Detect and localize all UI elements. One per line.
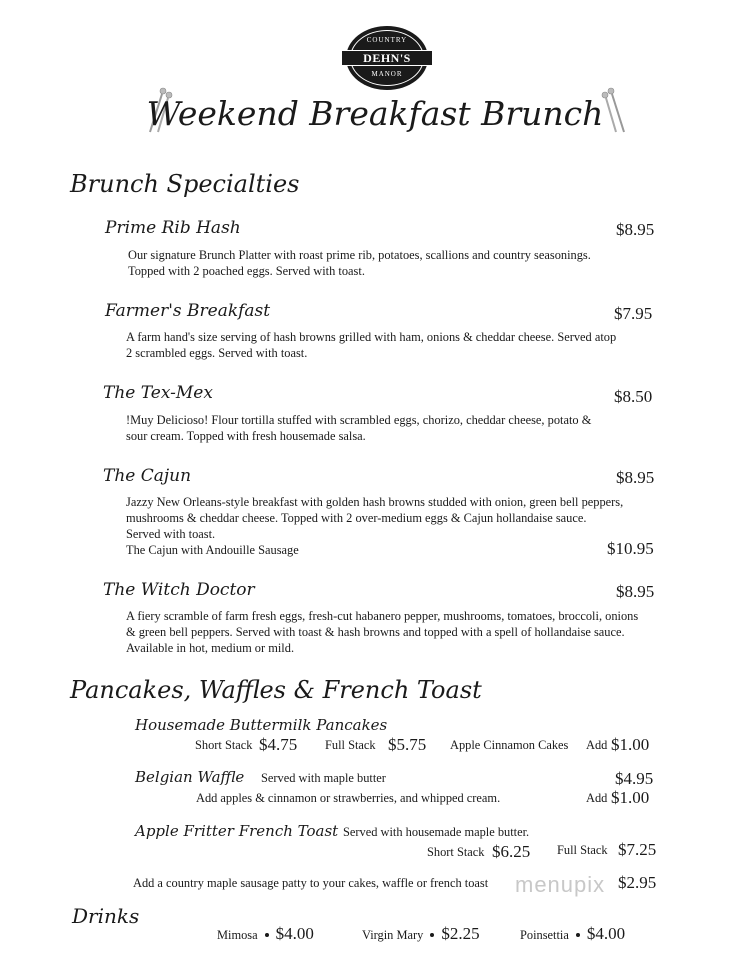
- french-toast-served: Served with housemade maple butter.: [343, 825, 530, 839]
- item-desc-line: Available in hot, medium or mild.: [126, 641, 295, 655]
- item-price-farmers-breakfast: $7.95: [614, 304, 653, 323]
- french-short-stack-label: Short Stack: [427, 845, 485, 859]
- item-desc-line: Topped with 2 poached eggs. Served with toast.: [128, 264, 365, 278]
- apple-cinnamon-label: Apple Cinnamon Cakes: [450, 738, 569, 752]
- apple-add-label: Add: [586, 738, 608, 752]
- french-short-stack-price: $6.25: [492, 842, 531, 861]
- short-stack-label: Short Stack: [195, 738, 253, 752]
- french-full-stack-price: $7.25: [618, 840, 657, 859]
- item-desc-line: Our signature Brunch Platter with roast prime rib, potatoes, scallions and country seasonings.: [128, 248, 591, 262]
- bullet-icon: [265, 933, 269, 937]
- drink-price: $2.25: [441, 924, 480, 943]
- item-name-witch-doctor: The Witch Doctor: [103, 580, 255, 600]
- section-title-brunch: Brunch Specialties: [70, 170, 300, 198]
- waffle-add-desc: Add apples & cinnamon or strawberries, and whipped cream.: [196, 791, 501, 805]
- item-price-prime-rib-hash: $8.95: [616, 220, 655, 239]
- drink-name: Virgin Mary: [362, 928, 424, 942]
- section-title-drinks: Drinks: [72, 904, 140, 928]
- sausage-addon-price: $2.95: [618, 873, 657, 892]
- drink-name: Mimosa: [217, 928, 258, 942]
- section-title-pancakes: Pancakes, Waffles & French Toast: [70, 676, 482, 704]
- item-name-buttermilk-pancakes: Housemade Buttermilk Pancakes: [135, 716, 388, 734]
- item-price-cajun: $8.95: [616, 468, 655, 487]
- full-stack-label: Full Stack: [325, 738, 376, 752]
- apple-add-price: $1.00: [611, 735, 650, 754]
- item-extra-label: The Cajun with Andouille Sausage: [126, 543, 299, 557]
- sausage-addon-text: Add a country maple sausage patty to your cakes, waffle or french toast: [133, 876, 489, 890]
- item-name-belgian-waffle: Belgian Waffle: [135, 768, 245, 786]
- drink-poinsettia: [520, 924, 625, 944]
- item-desc-line: 2 scrambled eggs. Served with toast.: [126, 346, 308, 360]
- item-name-farmers-breakfast: Farmer's Breakfast: [105, 301, 271, 321]
- logo-name: DEHN'S: [363, 51, 411, 65]
- waffle-add-price: $1.00: [611, 788, 650, 807]
- item-price-tex-mex: $8.50: [614, 387, 653, 406]
- item-desc-line: A farm hand's size serving of hash browns grilled with ham, onions & cheddar cheese. Served atop: [126, 330, 617, 344]
- item-desc-line: Jazzy New Orleans-style breakfast with golden hash browns studded with onion, green bell peppers,: [126, 495, 624, 509]
- item-desc-line: Served with toast.: [126, 527, 216, 541]
- item-name-cajun: The Cajun: [103, 466, 192, 486]
- item-extra-price: $10.95: [607, 539, 654, 558]
- bullet-icon: [576, 933, 580, 937]
- menupix-watermark: menupix: [515, 872, 606, 897]
- item-name-prime-rib-hash: Prime Rib Hash: [105, 218, 241, 238]
- item-price-witch-doctor: $8.95: [616, 582, 655, 601]
- restaurant-logo: [346, 26, 428, 90]
- short-stack-price: $4.75: [259, 735, 298, 754]
- item-desc-line: & green bell peppers. Served with toast & hash browns and topped with a spell of hollandaise sauce.: [126, 625, 625, 639]
- french-full-stack-label: Full Stack: [557, 843, 608, 857]
- menu-title: Weekend Breakfast Brunch: [146, 94, 604, 133]
- bullet-icon: [430, 933, 434, 937]
- item-desc-line: !Muy Delicioso! Flour tortilla stuffed with scrambled eggs, chorizo, cheddar cheese, potato &: [126, 413, 592, 427]
- drink-virgin-mary: [362, 924, 480, 944]
- item-name-tex-mex: The Tex-Mex: [103, 383, 213, 403]
- item-desc-line: mushrooms & cheddar cheese. Topped with 2 over-medium eggs & Cajun hollandaise sauce.: [126, 511, 587, 525]
- item-name-french-toast: Apple Fritter French Toast: [135, 822, 339, 840]
- waffle-add-label: Add: [586, 791, 608, 805]
- drink-mimosa: [217, 924, 314, 944]
- waffle-price: $4.95: [615, 769, 654, 788]
- item-desc-line: sour cream. Topped with fresh housemade salsa.: [126, 429, 366, 443]
- drink-price: $4.00: [275, 924, 314, 943]
- logo-bottom-text: MANOR: [371, 70, 403, 78]
- waffle-served: Served with maple butter: [261, 771, 386, 785]
- item-desc-line: A fiery scramble of farm fresh eggs, fresh-cut habanero pepper, mushrooms, tomatoes, broccoli, onions: [126, 609, 639, 623]
- full-stack-price: $5.75: [388, 735, 427, 754]
- drink-price: $4.00: [586, 924, 626, 943]
- drink-name: Poinsettia: [520, 928, 569, 942]
- logo-top-text: COUNTRY: [366, 36, 408, 44]
